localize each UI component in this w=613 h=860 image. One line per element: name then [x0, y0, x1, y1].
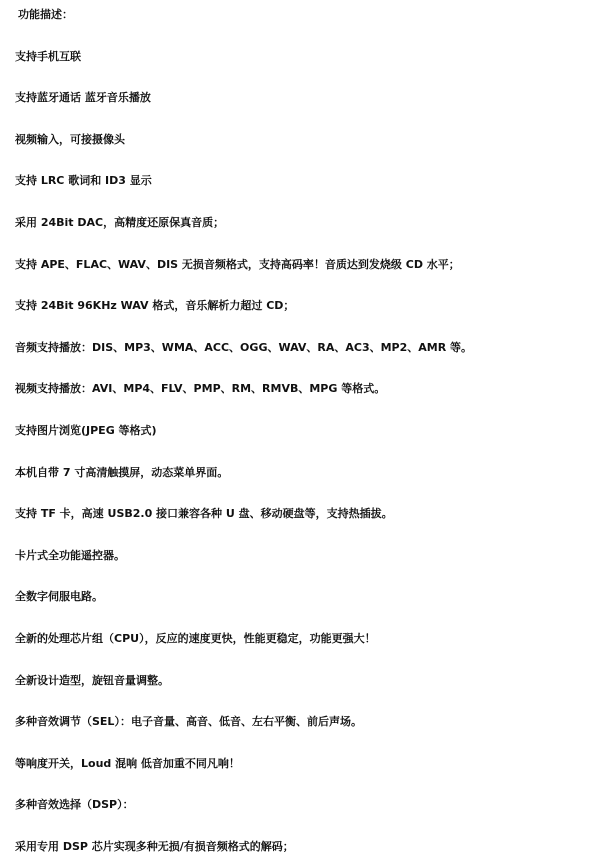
- feature-line-17: 多种音效调节（SEL）：电子音量、高音、低音、左右平衡、前后声场。: [15, 715, 362, 728]
- feature-line-6: 支持 APE、FLAC、WAV、DIS 无损音频格式，支持高码率！音质达到发烧级 CD 水平；: [15, 258, 460, 271]
- feature-line-14: 全数字伺服电路。: [15, 590, 103, 603]
- feature-line-20: 采用专用 DSP 芯片实现多种无损/有损音频格式的解码；: [15, 840, 294, 853]
- feature-line-5: 采用 24Bit DAC，高精度还原保真音质；: [15, 216, 225, 229]
- feature-line-11: 本机自带 7 寸高清触摸屏，动态菜单界面。: [15, 466, 229, 479]
- feature-line-16: 全新设计造型，旋钮音量调整。: [15, 674, 169, 687]
- feature-line-8: 音频支持播放：DIS、MP3、WMA、ACC、OGG、WAV、RA、AC3、MP2、AMR 等。: [15, 341, 473, 354]
- feature-line-10: 支持图片浏览(JPEG 等格式): [15, 424, 157, 437]
- feature-line-12: 支持 TF 卡，高速 USB2.0 接口兼容各种 U 盘、移动硬盘等，支持热插拔。: [15, 507, 393, 520]
- feature-line-19: 多种音效选择（DSP）：: [15, 798, 134, 811]
- feature-line-9: 视频支持播放：AVI、MP4、FLV、PMP、RM、RMVB、MPG 等格式。: [15, 382, 386, 395]
- feature-line-2: 支持蓝牙通话 蓝牙音乐播放: [15, 91, 151, 104]
- feature-line-15: 全新的处理芯片组（CPU），反应的速度更快，性能更稳定，功能更强大！: [15, 632, 376, 645]
- section-heading: 功能描述：: [18, 8, 73, 21]
- feature-line-4: 支持 LRC 歌词和 ID3 显示: [15, 174, 152, 187]
- feature-line-1: 支持手机互联: [15, 50, 81, 63]
- feature-line-13: 卡片式全功能遥控器。: [15, 549, 125, 562]
- feature-line-3: 视频输入，可接摄像头: [15, 133, 125, 146]
- feature-line-18: 等响度开关，Loud 混响 低音加重不同凡响！: [15, 757, 240, 770]
- feature-line-7: 支持 24Bit 96KHz WAV 格式，音乐解析力超过 CD；: [15, 299, 295, 312]
